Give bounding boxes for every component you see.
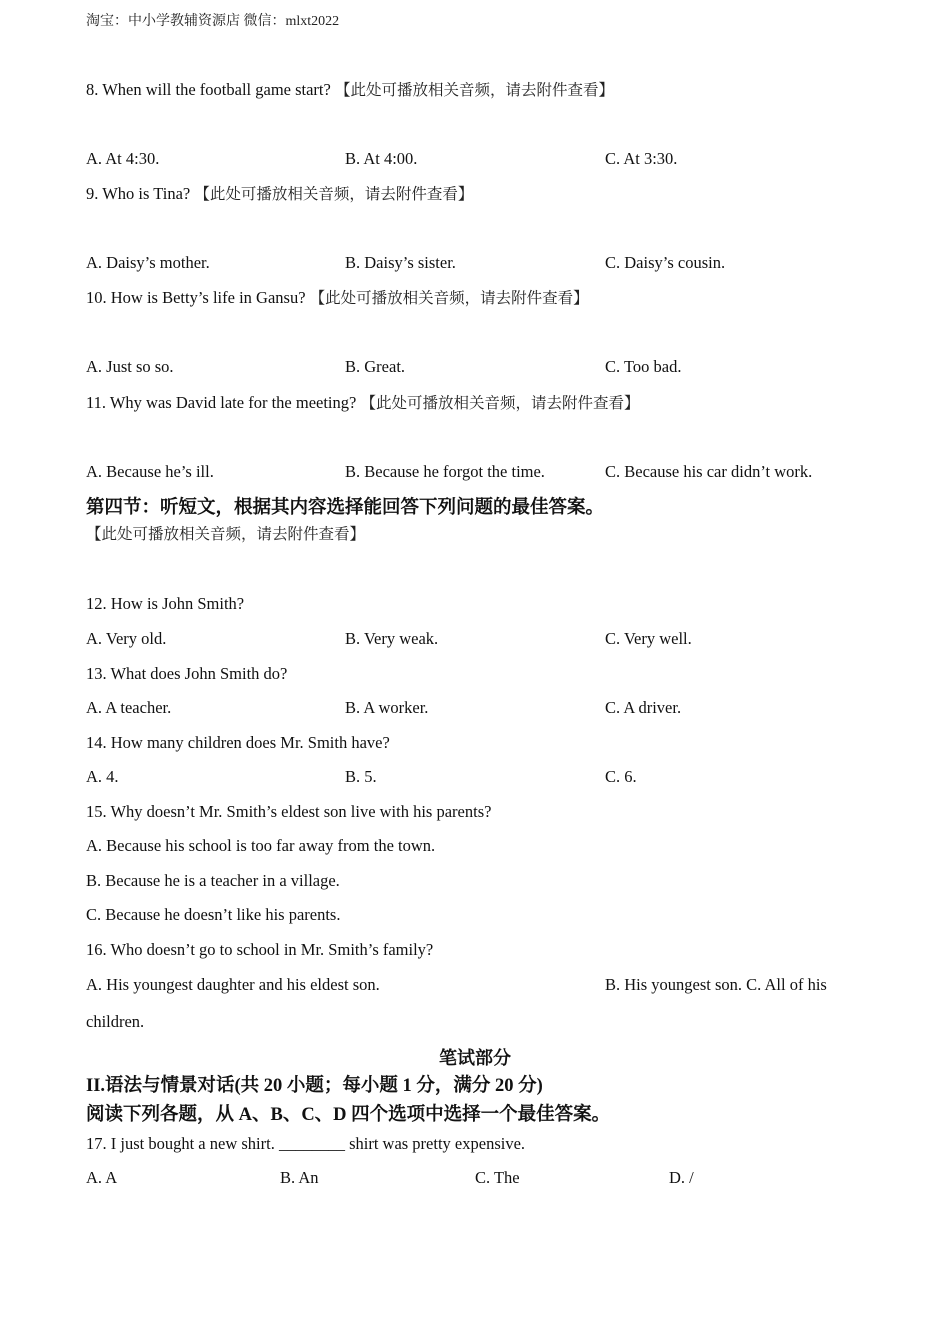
q9-option-b: B. Daisy’s sister.: [345, 253, 456, 272]
question-9: [86, 186, 473, 203]
q15-option-b: B. Because he is a teacher in a village.: [86, 871, 340, 890]
written-part-title: 笔试部分: [439, 1048, 511, 1068]
q13-option-c: C. A driver.: [605, 698, 682, 717]
question-15: 15. Why doesn’t Mr. Smith’s eldest son live with his parents?: [86, 802, 492, 821]
q12-option-b: B. Very weak.: [345, 629, 439, 648]
q16-option-a: A. His youngest daughter and his eldest son.: [86, 975, 380, 994]
question-10-text: 10. How is Betty’s life in Gansu?: [86, 288, 306, 307]
q16-option-c-continued: children.: [86, 1012, 145, 1031]
audio-note: 【此处可播放相关音频，请去附件查看】: [194, 185, 474, 203]
audio-note: 【此处可播放相关音频，请去附件查看】: [309, 289, 589, 307]
question-9-text: 9. Who is Tina?: [86, 184, 191, 203]
q14-option-a: A. 4.: [86, 767, 119, 786]
section-4-audio-note: 【此处可播放相关音频，请去附件查看】: [86, 525, 366, 543]
q9-option-a: A. Daisy’s mother.: [86, 253, 210, 272]
question-8: [86, 82, 614, 99]
question-12: 12. How is John Smith?: [86, 594, 245, 613]
q17-option-b: B. An: [280, 1168, 319, 1187]
q8-option-a: A. At 4:30.: [86, 149, 160, 168]
q8-option-b: B. At 4:00.: [345, 149, 418, 168]
q11-option-c: C. Because his car didn’t work.: [605, 462, 813, 481]
q12-option-c: C. Very well.: [605, 629, 692, 648]
audio-note: 【此处可播放相关音频，请去附件查看】: [334, 81, 614, 99]
question-13: 13. What does John Smith do?: [86, 664, 288, 683]
q17-option-d: D. /: [669, 1168, 694, 1187]
q11-option-b: B. Because he forgot the time.: [345, 462, 545, 481]
q10-option-b: B. Great.: [345, 357, 406, 376]
question-11: [86, 395, 639, 412]
q16-option-bc: B. His youngest son. C. All of his: [605, 975, 827, 994]
q15-option-a: A. Because his school is too far away from the town.: [86, 836, 436, 855]
question-14: 14. How many children does Mr. Smith have?: [86, 733, 390, 752]
q12-option-a: A. Very old.: [86, 629, 167, 648]
question-8-text: 8. When will the football game start?: [86, 80, 331, 99]
question-11-text: 11. Why was David late for the meeting?: [86, 393, 357, 412]
page-header: 淘宝：中小学教辅资源店 微信：mlxt2022: [86, 14, 340, 29]
question-10: [86, 290, 589, 307]
q14-option-b: B. 5.: [345, 767, 377, 786]
q11-option-a: A. Because he’s ill.: [86, 462, 214, 481]
q14-option-c: C. 6.: [605, 767, 637, 786]
q15-option-c: C. Because he doesn’t like his parents.: [86, 905, 341, 924]
audio-note: 【此处可播放相关音频，请去附件查看】: [360, 394, 640, 412]
q13-option-a: A. A teacher.: [86, 698, 172, 717]
q17-option-c: C. The: [475, 1168, 520, 1187]
section-4-title: 第四节：听短文，根据其内容选择能回答下列问题的最佳答案。: [86, 498, 605, 518]
q13-option-b: B. A worker.: [345, 698, 429, 717]
question-16: 16. Who doesn’t go to school in Mr. Smith’s family?: [86, 940, 434, 959]
part-2-title: II.语法与情景对话(共 20 小题；每小题 1 分，满分 20 分): [86, 1076, 543, 1096]
q8-option-c: C. At 3:30.: [605, 149, 678, 168]
q9-option-c: C. Daisy’s cousin.: [605, 253, 726, 272]
question-17: 17. I just bought a new shirt. ________ shirt was pretty expensive.: [86, 1134, 526, 1153]
q17-option-a: A. A: [86, 1168, 118, 1187]
q10-option-a: A. Just so so.: [86, 357, 174, 376]
q10-option-c: C. Too bad.: [605, 357, 682, 376]
part-2-instruction: 阅读下列各题，从 A、B、C、D 四个选项中选择一个最佳答案。: [86, 1105, 611, 1125]
